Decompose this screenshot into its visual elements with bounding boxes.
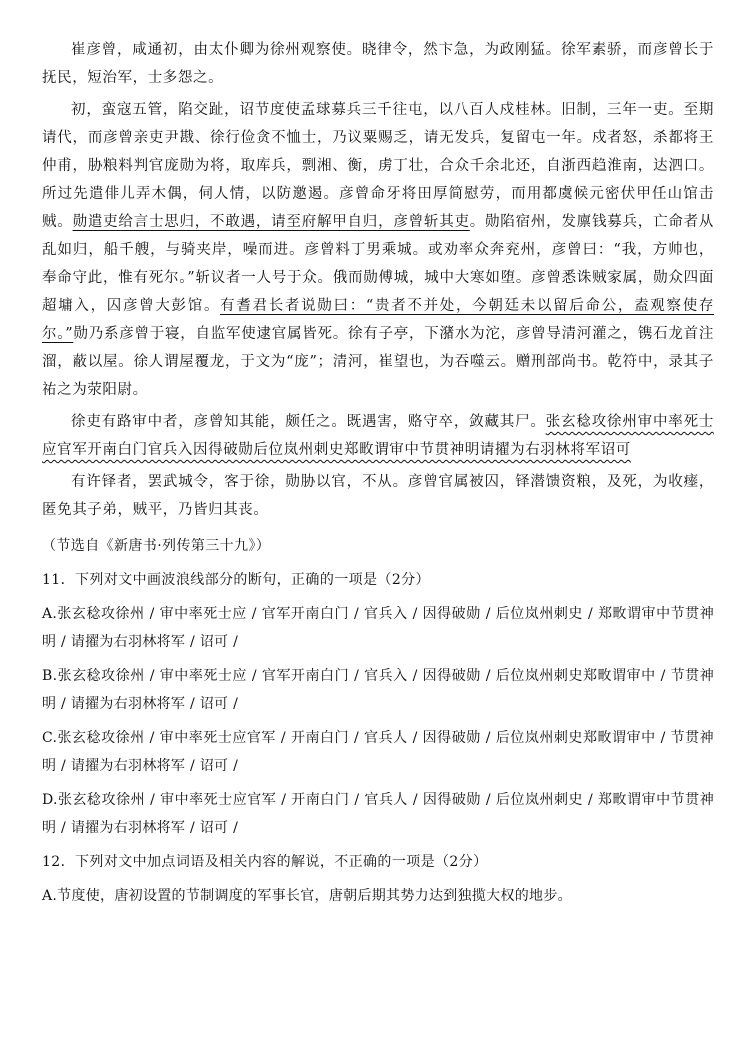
passage-text: 崔彦曾，咸通初，由太仆卿为徐州观察使。晓律令，然卞急，为政刚猛。徐军素骄，而彦曾长于抚民，短治军，士多怨之。 xyxy=(42,42,714,86)
passage-text: 初，蛮寇五管，陷交趾，诏节度使孟球募兵三千往屯，以八百人戍桂林。旧制，三年一吏。至期请代，而彦曾亲吏尹戡、徐行俭贪不恤士，乃议粟赐乏，请无发兵，复留屯一年。戍者怒，杀都将王仲甫，胁粮料判官庞勋为将，取库兵，剽湘、衡，虏丁壮，合众千余北还，自浙西趋淮南，达泗口。所过先遣俳儿弄木偶，伺人情，以防邀遏。彦曾命牙将田厚简慰劳，而用都虞候元密伏甲任山馆击贼。 xyxy=(42,102,714,230)
passage-paragraph-1 xyxy=(42,36,714,92)
passage-text: 有许铎者，罢武城令，客于徐，勋胁以官，不从。彦曾官属被囚，铎潜馈资粮，及死，为收瘗，匿免其子弟，贼平，乃皆归其丧。 xyxy=(42,474,714,518)
underlined-sentence-2: 有耆君长者说勋曰：“贵者不并处，今朝廷未以留后命公，盍观察使存尔。” xyxy=(42,298,714,342)
source-citation: （节选自《新唐书·列传第三十九》） xyxy=(42,538,271,554)
underlined-sentence-1: 勋遣吏给言士思归，不敢遇，请至府解甲自归，彦曾斩其吏 xyxy=(72,214,470,230)
passage-text: 徐吏有路审中者，彦曾知其能，颇任之。既遇害，赂守卒，敛藏其尸。 xyxy=(71,414,546,430)
question-11-option-c: C.张玄稔攻徐州 / 审中率死士应官军 / 开南白门 / 官兵人 / 因得破勋 / 后位岚州刺史郑畋谓审中 / 节贯神明 / 请擢为右羽林将军 / 诏可 / xyxy=(42,730,714,774)
question-11-option-b: B.张玄稔攻徐州 / 审中率死士应 / 官军开南白门 / 官兵入 / 因得破勋 / 后位岚州刺史郑畋谓审中 / 节贯神明 / 请擢为右羽林将军 / 诏可 / xyxy=(42,668,714,712)
question-12-option-a: A.节度使，唐初设置的节制调度的军事长官，唐朝后期其势力达到独揽大权的地步。 xyxy=(42,888,572,904)
passage-paragraph-3 xyxy=(42,408,714,464)
document-page xyxy=(42,36,714,910)
question-11-stem: 11．下列对文中画波浪线部分的断句，正确的一项是（2分） xyxy=(42,572,430,588)
passage-text: 。勋陷宿州，发廪钱募兵，亡命者从乱如归，船千艘，与骑夹岸，噪而进。彦曾料丁男乘城。或劝率众奔兖州，彦曾曰：“我，方帅也，奉命守此，惟有死尔。”斩议者一人号于众。俄而勋傅城，城中大寒如堕。彦曾悉诛贼家属，勋众四面超墉入，囚彦曾大彭馆。 xyxy=(42,214,714,314)
wavy-underlined-sentence: 张玄稔攻徐州审中率死士应官军开南白门官兵入因得破勋后位岚州刺史郑畋谓审中节贯神明请擢为右羽林将军诏可 xyxy=(42,414,714,458)
question-12-stem: 12．下列对文中加点词语及相关内容的解说，不正确的一项是（2分） xyxy=(42,854,488,870)
passage-paragraph-2 xyxy=(42,96,714,404)
question-11-option-a: A.张玄稔攻徐州 / 审中率死士应 / 官军开南白门 / 官兵入 / 因得破勋 / 后位岚州刺史 / 郑畋谓审中节贯神明 / 请擢为右羽林将军 / 诏可 / xyxy=(42,606,714,650)
passage-text: 勋乃系彦曾于寝，自监军使逮官属皆死。徐有子亭，下潴水为沱，彦曾导清河灌之，镌石龙首注溜，蔽以屋。徐人谓屋覆龙，于文为“庞”；清河，崔望也，为吞噬云。赠刑部尚书。乾符中，录其子祐之为荥阳尉。 xyxy=(42,326,714,398)
question-11-option-d: D.张玄稔攻徐州 / 审中率死士应官军 / 开南白门 / 官兵人 / 因得破勋 / 后位岚州刺史 / 郑畋谓审中节贯神明 / 请擢为右羽林将军 / 诏可 / xyxy=(42,792,714,836)
passage-paragraph-4 xyxy=(42,468,714,524)
